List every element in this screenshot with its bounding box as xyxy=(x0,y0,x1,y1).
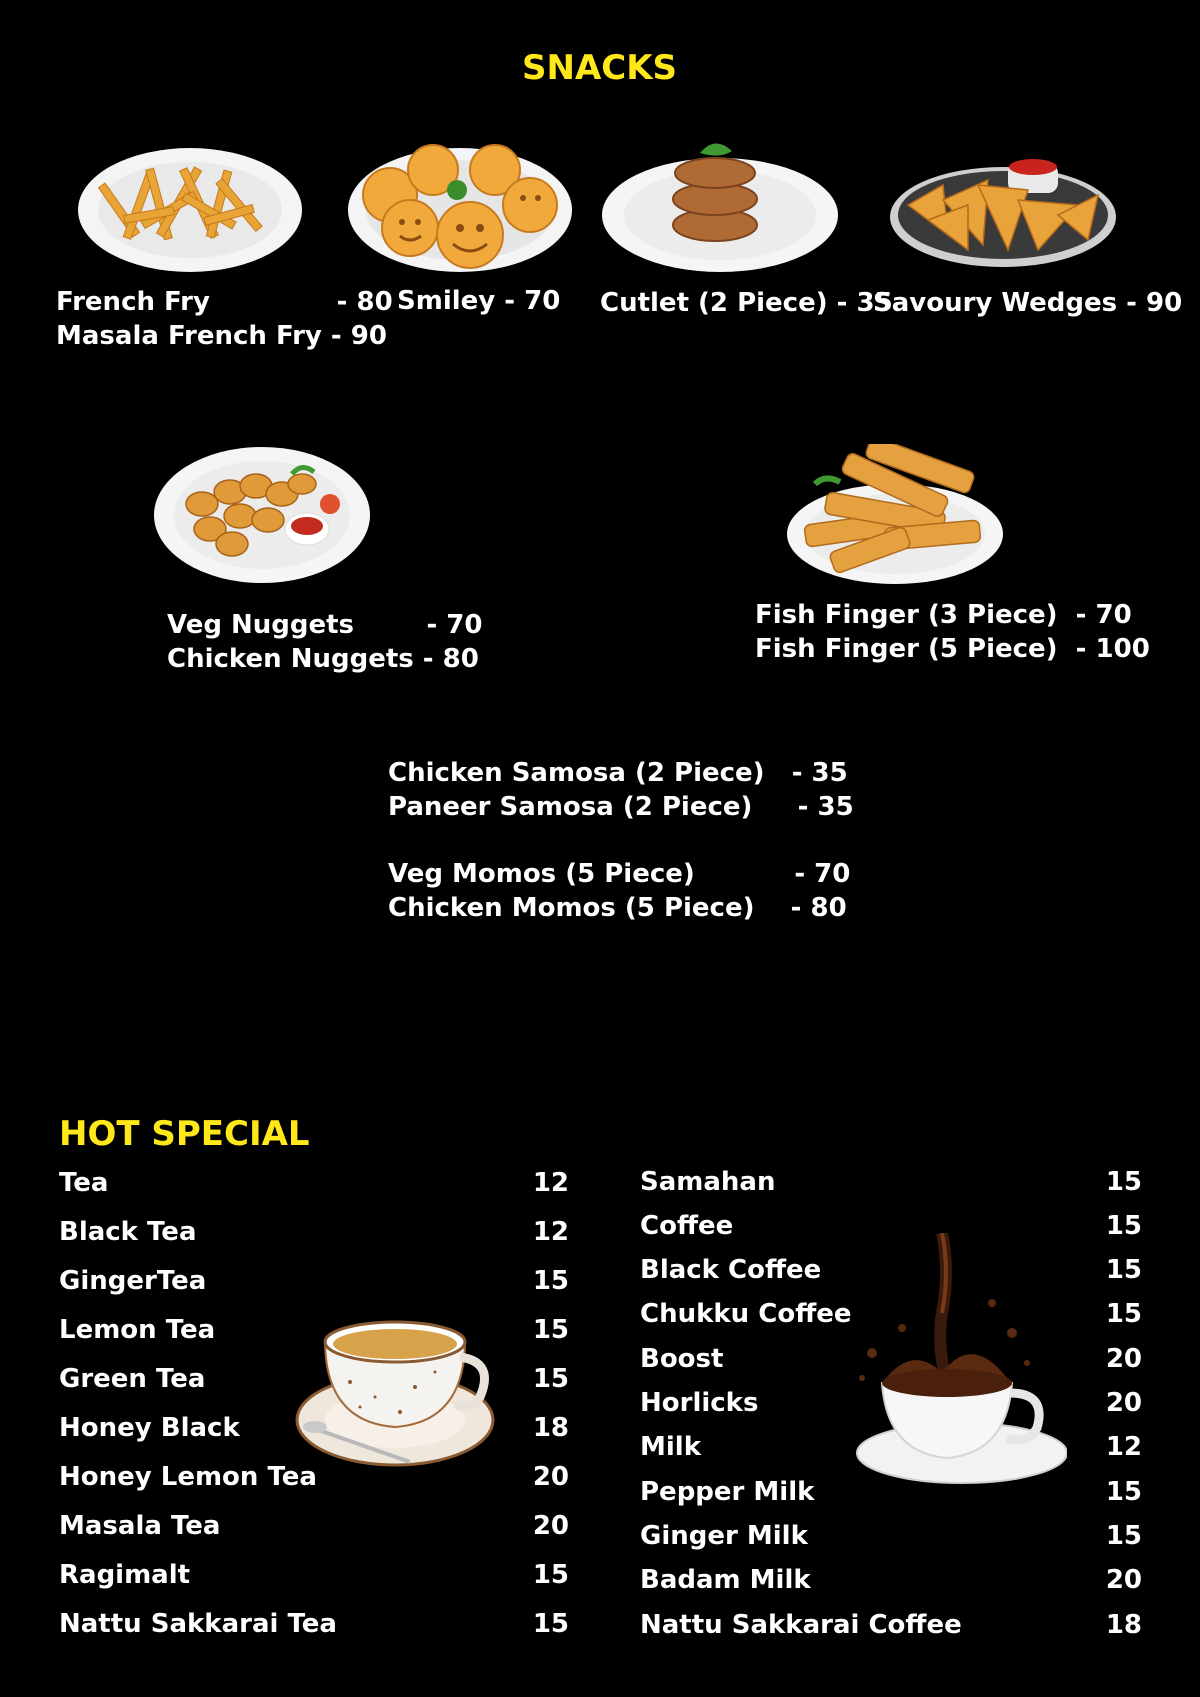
cutlet-plate-icon xyxy=(600,135,840,275)
fish-finger-plate-icon xyxy=(785,444,1005,589)
item-price: 20 xyxy=(532,1511,569,1541)
item-price: 15 xyxy=(532,1266,569,1296)
item-name: Milk xyxy=(640,1432,701,1462)
item-price: 12 xyxy=(532,1217,569,1247)
item-price: 15 xyxy=(1105,1299,1142,1329)
item-name: Honey Lemon Tea xyxy=(59,1462,317,1492)
item-name: Masala Tea xyxy=(59,1511,221,1541)
item-price: 18 xyxy=(1105,1610,1142,1640)
item-price: 15 xyxy=(1105,1521,1142,1551)
item-name: Nattu Sakkarai Coffee xyxy=(640,1610,962,1640)
list-item xyxy=(59,1560,569,1590)
item-name: Samahan xyxy=(640,1167,776,1197)
chicken-nuggets-label: Chicken Nuggets - 80 xyxy=(167,644,479,674)
chicken-samosa-label: Chicken Samosa (2 Piece) - 35 xyxy=(388,758,848,788)
item-name: Horlicks xyxy=(640,1388,759,1418)
item-price: 15 xyxy=(532,1609,569,1639)
item-price: 20 xyxy=(1105,1344,1142,1374)
item-name: Nattu Sakkarai Tea xyxy=(59,1609,337,1639)
item-name: Ginger Milk xyxy=(640,1521,808,1551)
item-price: 15 xyxy=(532,1560,569,1590)
list-item xyxy=(59,1511,569,1541)
item-name: Black Coffee xyxy=(640,1255,822,1285)
fish-finger-3-label: Fish Finger (3 Piece) - 70 xyxy=(755,600,1132,630)
masala-french-fry-label: Masala French Fry - 90 xyxy=(56,321,387,351)
item-name: Badam Milk xyxy=(640,1565,811,1595)
item-name: Lemon Tea xyxy=(59,1315,216,1345)
item-price: 15 xyxy=(1105,1477,1142,1507)
list-item xyxy=(59,1168,569,1198)
item-name: Chukku Coffee xyxy=(640,1299,852,1329)
item-price: 20 xyxy=(1105,1565,1142,1595)
item-price: 15 xyxy=(1105,1255,1142,1285)
hot-special-title: HOT SPECIAL xyxy=(59,1114,310,1154)
list-item xyxy=(640,1521,1142,1551)
list-item xyxy=(640,1565,1142,1595)
item-name: GingerTea xyxy=(59,1266,207,1296)
coffee-cup-icon xyxy=(842,1233,1067,1493)
list-item xyxy=(640,1167,1142,1197)
item-price: 20 xyxy=(532,1462,569,1492)
tea-cup-icon xyxy=(295,1312,500,1472)
item-price: 15 xyxy=(532,1364,569,1394)
item-name: Coffee xyxy=(640,1211,734,1241)
snacks-title: SNACKS xyxy=(522,48,678,88)
item-price: 12 xyxy=(532,1168,569,1198)
chicken-momos-label: Chicken Momos (5 Piece) - 80 xyxy=(388,893,847,923)
item-name: Pepper Milk xyxy=(640,1477,815,1507)
item-name: Ragimalt xyxy=(59,1560,191,1590)
nuggets-plate-icon xyxy=(152,444,372,586)
item-name: Honey Black xyxy=(59,1413,240,1443)
fish-finger-5-label: Fish Finger (5 Piece) - 100 xyxy=(755,634,1150,664)
savoury-wedges-label: Savoury Wedges - 90 xyxy=(873,288,1183,318)
item-name: Boost xyxy=(640,1344,724,1374)
item-name: Tea xyxy=(59,1168,109,1198)
item-price: 15 xyxy=(1105,1167,1142,1197)
item-price: 15 xyxy=(532,1315,569,1345)
french-fry-label: French Fry - 80 xyxy=(56,287,393,317)
cutlet-label: Cutlet (2 Piece) - 35 xyxy=(600,288,893,318)
wedges-plate-icon xyxy=(888,145,1118,270)
veg-momos-label: Veg Momos (5 Piece) - 70 xyxy=(388,859,851,889)
list-item xyxy=(59,1266,569,1296)
list-item xyxy=(59,1217,569,1247)
veg-nuggets-label: Veg Nuggets - 70 xyxy=(167,610,483,640)
smiley-plate-icon xyxy=(345,140,575,275)
item-price: 12 xyxy=(1105,1432,1142,1462)
smiley-label: Smiley - 70 xyxy=(397,286,561,316)
item-price: 15 xyxy=(1105,1211,1142,1241)
list-item xyxy=(59,1609,569,1639)
french-fries-plate-icon xyxy=(75,140,305,275)
item-name: Green Tea xyxy=(59,1364,206,1394)
item-price: 18 xyxy=(532,1413,569,1443)
item-price: 20 xyxy=(1105,1388,1142,1418)
paneer-samosa-label: Paneer Samosa (2 Piece) - 35 xyxy=(388,792,854,822)
list-item xyxy=(640,1610,1142,1640)
item-name: Black Tea xyxy=(59,1217,197,1247)
